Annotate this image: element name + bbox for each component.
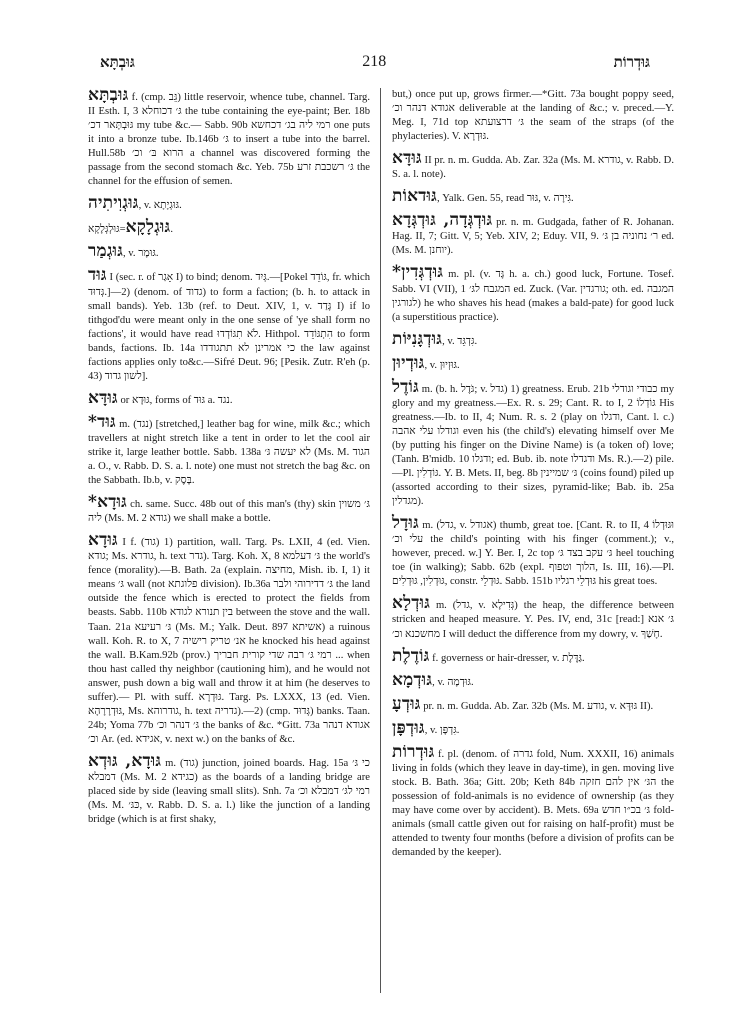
entry-definition: pr. n. m. Gudgada, father of R. Johanan. Hag. II, 7; Gitt. V, 5; Yeb. XIV, 2; Eduy. VII, 9. ר׳ נחוניה בן גּ׳ ed. (Ms. M. יוחנן). — [392, 217, 674, 257]
entry-definition: , v. גּוּדְמָה. — [432, 676, 474, 688]
entry-definition: but,) once put up, grows firmer.—*Gitt. 73a bought poppy seed, אגודא דנהר וכ׳ deliverable at the landing of &c.; v. preced.—Y. Meg. I, 71d top גּ׳ דרצועתא the seam of the straps (of the phylacteries). V. גּוּדְרָא. — [392, 89, 675, 143]
entry-headword: גּוּדָּא — [392, 148, 422, 169]
entry-headword: גּוּדְלָא — [392, 593, 431, 614]
entry-definition: m. (גוד) junction, joined boards. Hag. 15a כי גּ׳ דמבלא (Ms. M. 2 כגידא) as the boards of a landing bridge are placed side by side (leaving small slits). Snh. 7a רמי לגּ׳ דמבלא וכ׳ (Ms. M. כּגּ׳, v. Rabb. D. S. a. l.) like the junction of a landing bridge (which is at first shaky, — [88, 757, 371, 826]
dictionary-entry — [88, 85, 371, 189]
entry-headword: גּוּדְיוּן — [392, 352, 425, 373]
right-column — [392, 88, 674, 867]
running-header — [100, 50, 650, 74]
dictionary-entry — [88, 530, 371, 747]
entry-definition: , v. גִּדְגֵּד. — [442, 335, 478, 347]
left-column — [88, 85, 371, 834]
dictionary-entry — [88, 411, 370, 488]
dictionary-entry — [88, 387, 370, 408]
dictionary-entry — [392, 693, 674, 714]
entry-definition: f. governess or hair-dresser, v. גַּדֶּלֶת. — [429, 652, 585, 664]
entry-headword: גּוּדאוֹת — [392, 186, 437, 207]
dictionary-entry — [88, 241, 370, 262]
entry-headword: גּוּדְמָא — [392, 669, 433, 690]
dictionary-entry — [88, 193, 370, 214]
entry-headword: גּוּדְפָּן — [392, 717, 425, 738]
entry-definition: , v. גּוּזְיוּן. — [424, 359, 460, 371]
dictionary-entry — [392, 513, 675, 589]
entry-headword: גּוֹדֶל — [392, 376, 419, 397]
dictionary-entry — [392, 262, 675, 324]
entry-definition: m. (גדל, v. גְּדִילָא) the heap, the difference between stricken and heaped measure. Y. Pes. IV, end, 31c [read:] גּ׳ אנא מחשכנא וכ׳ I will deduct the difference from my dowry, v. חָשַׁךְ. — [392, 600, 674, 640]
entry-headword: גּוֹדֶלֶת — [392, 645, 430, 666]
entry-definition: pr. n. m. Gudda. Ab. Zar. 32b (Ms. M. גודע, v. גּוּדָּא II). — [420, 700, 654, 712]
entry-definition: I f. (גוד) 1) partition, wall. Targ. Ps. LXII, 4 (ed. Vien. גודא; Ms. גודרא, h. text גדר). Targ. Koh. X, 8 גּ׳ דעלמא the world's fence (morality).—B. Bath. 2a (explain. מחיצה, Mish. ib. I, 1) it means גּ׳ wall (not פלוגתא division). Ib.36a גּ׳ דדירוהי ולבר the land outside the fence which is erected to protect the fields from beasts. Sabb. 110b בין תנורא לגודא between the stove and the wall. Taan. 21a גּ׳ רעיעא (Ms. M.; Yalk. Deut. 897 אשיתא) a ruinous wall. Koh. R. to X, 7 אנ׳ טריק רישיה he knocked his head against the wall. B.Kam.92b (prov.) רמי גּ׳ רבה שדי קורית חבריך ... when thou hast called thy neighbor (cautioning him), and he would not answer, push down a big wall and throw it at him (he deserves to suffer).— Pl. with suff. גּוּדְרָא. Targ. Ps. LXXX, 13 (ed. Vien. גּוּדְרָרָהָא, Ms. גודרוהא, h. text גדריה).—2) (cmp. גְּדוּד) banks. Taan. 24b; Yoma 77b גּ׳ דנהר וכ׳ the banks of &c. *Gitt. 73a אגודא דנהר וכ׳ Ar. (ed. אגידא, v. next w.) on the banks of &c. — [88, 537, 371, 745]
entry-headword: גּוּדָּא — [88, 387, 118, 408]
column-divider — [380, 88, 381, 993]
dictionary-entry — [88, 492, 370, 526]
entry-headword: גּוּדְגָּנִיּוֹת — [392, 328, 443, 349]
dictionary-entry — [392, 645, 674, 666]
entry-definition: or גּוּדָא, forms of גּוּד a. נגד. — [117, 394, 233, 406]
dictionary-entry — [392, 741, 675, 860]
entry-headword: גּוּדָא, גּוּדְא — [88, 750, 162, 771]
entry-definition: ch. same. Succ. 48b out of this man's (thy) skin גּ׳ משוין ליה (Ms. M. 2 גודא) we shall make a bottle. — [88, 499, 370, 525]
entry-headword: גּוּגְוִיתִיה — [88, 193, 139, 214]
entry-definition: , v. גִּדְפָּן. — [424, 724, 460, 736]
dictionary-entry — [392, 88, 674, 144]
entry-definition: , Yalk. Gen. 55, read גּוּר, v. גִּירָה. — [436, 193, 574, 205]
page-number: 218 — [362, 53, 387, 70]
entry-headword: *גּוּדְגְּדִין — [392, 262, 444, 283]
dictionary-entry — [392, 148, 674, 182]
entry-headword: גּוּדָא — [88, 530, 118, 551]
dictionary-entry — [88, 265, 370, 383]
entry-definition: , v. גּוּמָר. — [123, 248, 159, 260]
dictionary-entry — [88, 217, 370, 238]
header-left-word: גּוּבְתָּא — [100, 52, 135, 71]
entry-definition: II pr. n. m. Gudda. Ab. Zar. 32a (Ms. M. גודרא, v. Rabb. D. S. a. l. note). — [392, 155, 674, 181]
entry-definition: f. (cmp. גֵּב) little reservoir, whence tube, channel. Targ. II Esth. I, 3 גּ׳ דכוחלא the tube containing the eye-paint; Ber. 18b גּוּבְתָּאר דכ׳ my tube &c.— Sabb. 90b רמי ליה בג׳ דכחשא one puts it into a bronze tube. Ib.146b גּ׳ to insert a tube into the barrel. Hull.58b הרוא בּ׳ וכ׳ a channel was discovered forming the passage from the second stomach &c. Yeb. 75b גּ׳ רשכבת זרע the channel for the effusion of semen. — [88, 92, 371, 188]
entry-headword: *גּוּדָא — [88, 492, 127, 513]
dictionary-entry — [392, 717, 674, 738]
dictionary-entry — [392, 352, 674, 373]
entry-definition: , v. גּוּגְיָתָא. — [138, 200, 182, 212]
dictionary-entry — [392, 669, 674, 690]
dictionary-entry — [392, 328, 674, 349]
dictionary-entry — [392, 210, 674, 258]
entry-headword: גּוּדְרוֹת — [392, 741, 435, 762]
entry-headword: גּוּדְגְּדָה, גּוּדְגְּדָא — [392, 210, 493, 231]
dictionary-entry — [392, 376, 675, 509]
entry-definition: f. pl. (denom. of גדרה fold, Num. XXXII, 16) animals living in folds (which they leave in day-time), in gen. moving live stock. B. Bath. 36a; Gitt. 20b; Keth 84b הגּ׳ אין להם חזקה the possession of fold-animals is no evidence of ownership (as they may have come over by accident). B. Mets. 69a גּ׳ בכ״ו חדש fold-animals (small cattle given out for raising on half-profit) must be attended to twenty four months (before a division of profits can be demanded by the keeper). — [392, 748, 675, 859]
entry-definition: m. pl. (v. גָּד h. a. ch.) good luck, Fortune. Tosef. Sabb. VI (VII), 1 המגבח לגּ׳ ed. Zuck. (Var. גורגדין; oth. ed. המגבה לגורגין) he who shaves his head (makes a bald-pate) for good luck (a superstitious practice). — [392, 269, 675, 323]
dictionary-entry — [88, 750, 371, 827]
entry-definition: I (sec. r. of אָגַר I) to bind; denom. גְּיִד.—[Pokel גּוֹדֵד, fr. which גְּדוּד.]—2) (denom. of גדוד) to form a faction; (b. h. to attack in small bands). Yeb. 13b (ref. to Deut. XIV, 1, v. גָּדַד I) if lo tithgod'du were meant only in the one sense of 'ye shall form no factions', it would have read לֹא תִגּוֹדְדוּ. Hithpol. הִתְגּוֹדֵד to form bands, factions. Ib. 14a כי אמרינן לא תתגודדו the law against factions applies only to&c.—Sifré Deut. 96; [Pesik. Zutr. R'eh (p. 43) לשון גדוד]. — [88, 272, 370, 382]
entry-headword: גּוּגְמַר — [88, 241, 123, 262]
entry-headword: גּוּגְלָקָא — [125, 217, 171, 238]
entry-headword: גּוּבְתָּא — [88, 85, 129, 105]
entry-headword: גּוּד — [88, 265, 107, 286]
entry-headword: *גּוּד — [88, 411, 116, 432]
entry-definition: m. (גדל, v. אגודל) thumb, great toe. [Cant. R. to II, 4 וּגּוּדְלוֹ עלי וכ׳ the child's pointing with his finger (comment.); v., however, preced. w.] Y. Ber. I, 2c top גּ׳ עקב בצד גּ׳ heel touching toe (in walking); Sabb. 62b (expl. הלוך וטפוף, Is. III, 16).—Pl. גּוּדְלִין, גּוּדְלִים, constr. גּוּדְלֵי. Sabb. 151b גּוּדְלֵי רגליו his great toes. — [392, 520, 675, 588]
entry-definition: =גּוּלְגְּלָקָא. — [88, 224, 174, 236]
dictionary-entry — [392, 593, 674, 641]
entry-definition: m. (נגד) [stretched,] leather bag for wine, milk &c.; which travellers at night stretch like a tent in order to let the cool air strike it, large leather bottle. Sabb. 138a לא יעשה גּ׳ (Ms. M. הגוד a. O., v. Rabb. D. S. a. l. note) one must not stretch the bag &c. on the Sabbath. Ib.b, v. בָּסֶק. — [88, 418, 370, 487]
entry-headword: גּוּדְעָ — [392, 693, 421, 714]
entry-definition: m. (b. h. גֹּדֶל; v. גדל) 1) greatness. Erub. 21b כבודי וגודלי my glory and my greatness.—Ex. R. s. 29; Cant. R. to I, 2 גּוֹדְלוֹ His greatness.—Ib. to II, 4; Num. R. s. 2 (play on ודגלו, Cant. l. c.) וגודלו עלי אהבה even his (the child's) elevating himself over Me (by putting his finger on the Divine Name) is (a token of) love; (Tanh. B'midb. 10 ודגלו; ed. Bub. ib. note ודגדלו Ms. R.).—2) pile.—Pl. גּוֹדְלִין. Y. B. Mets. II, beg. 8b גּ׳ שמיינין (coins found) piled up (assorted according to their sizes, pyramid-like; Bab. ib. 25a מגדלין). — [392, 383, 675, 508]
entry-headword: גּוּדָל — [392, 513, 419, 534]
header-right-word: גּוּדְרוֹת — [613, 52, 650, 71]
dictionary-entry — [392, 186, 674, 207]
